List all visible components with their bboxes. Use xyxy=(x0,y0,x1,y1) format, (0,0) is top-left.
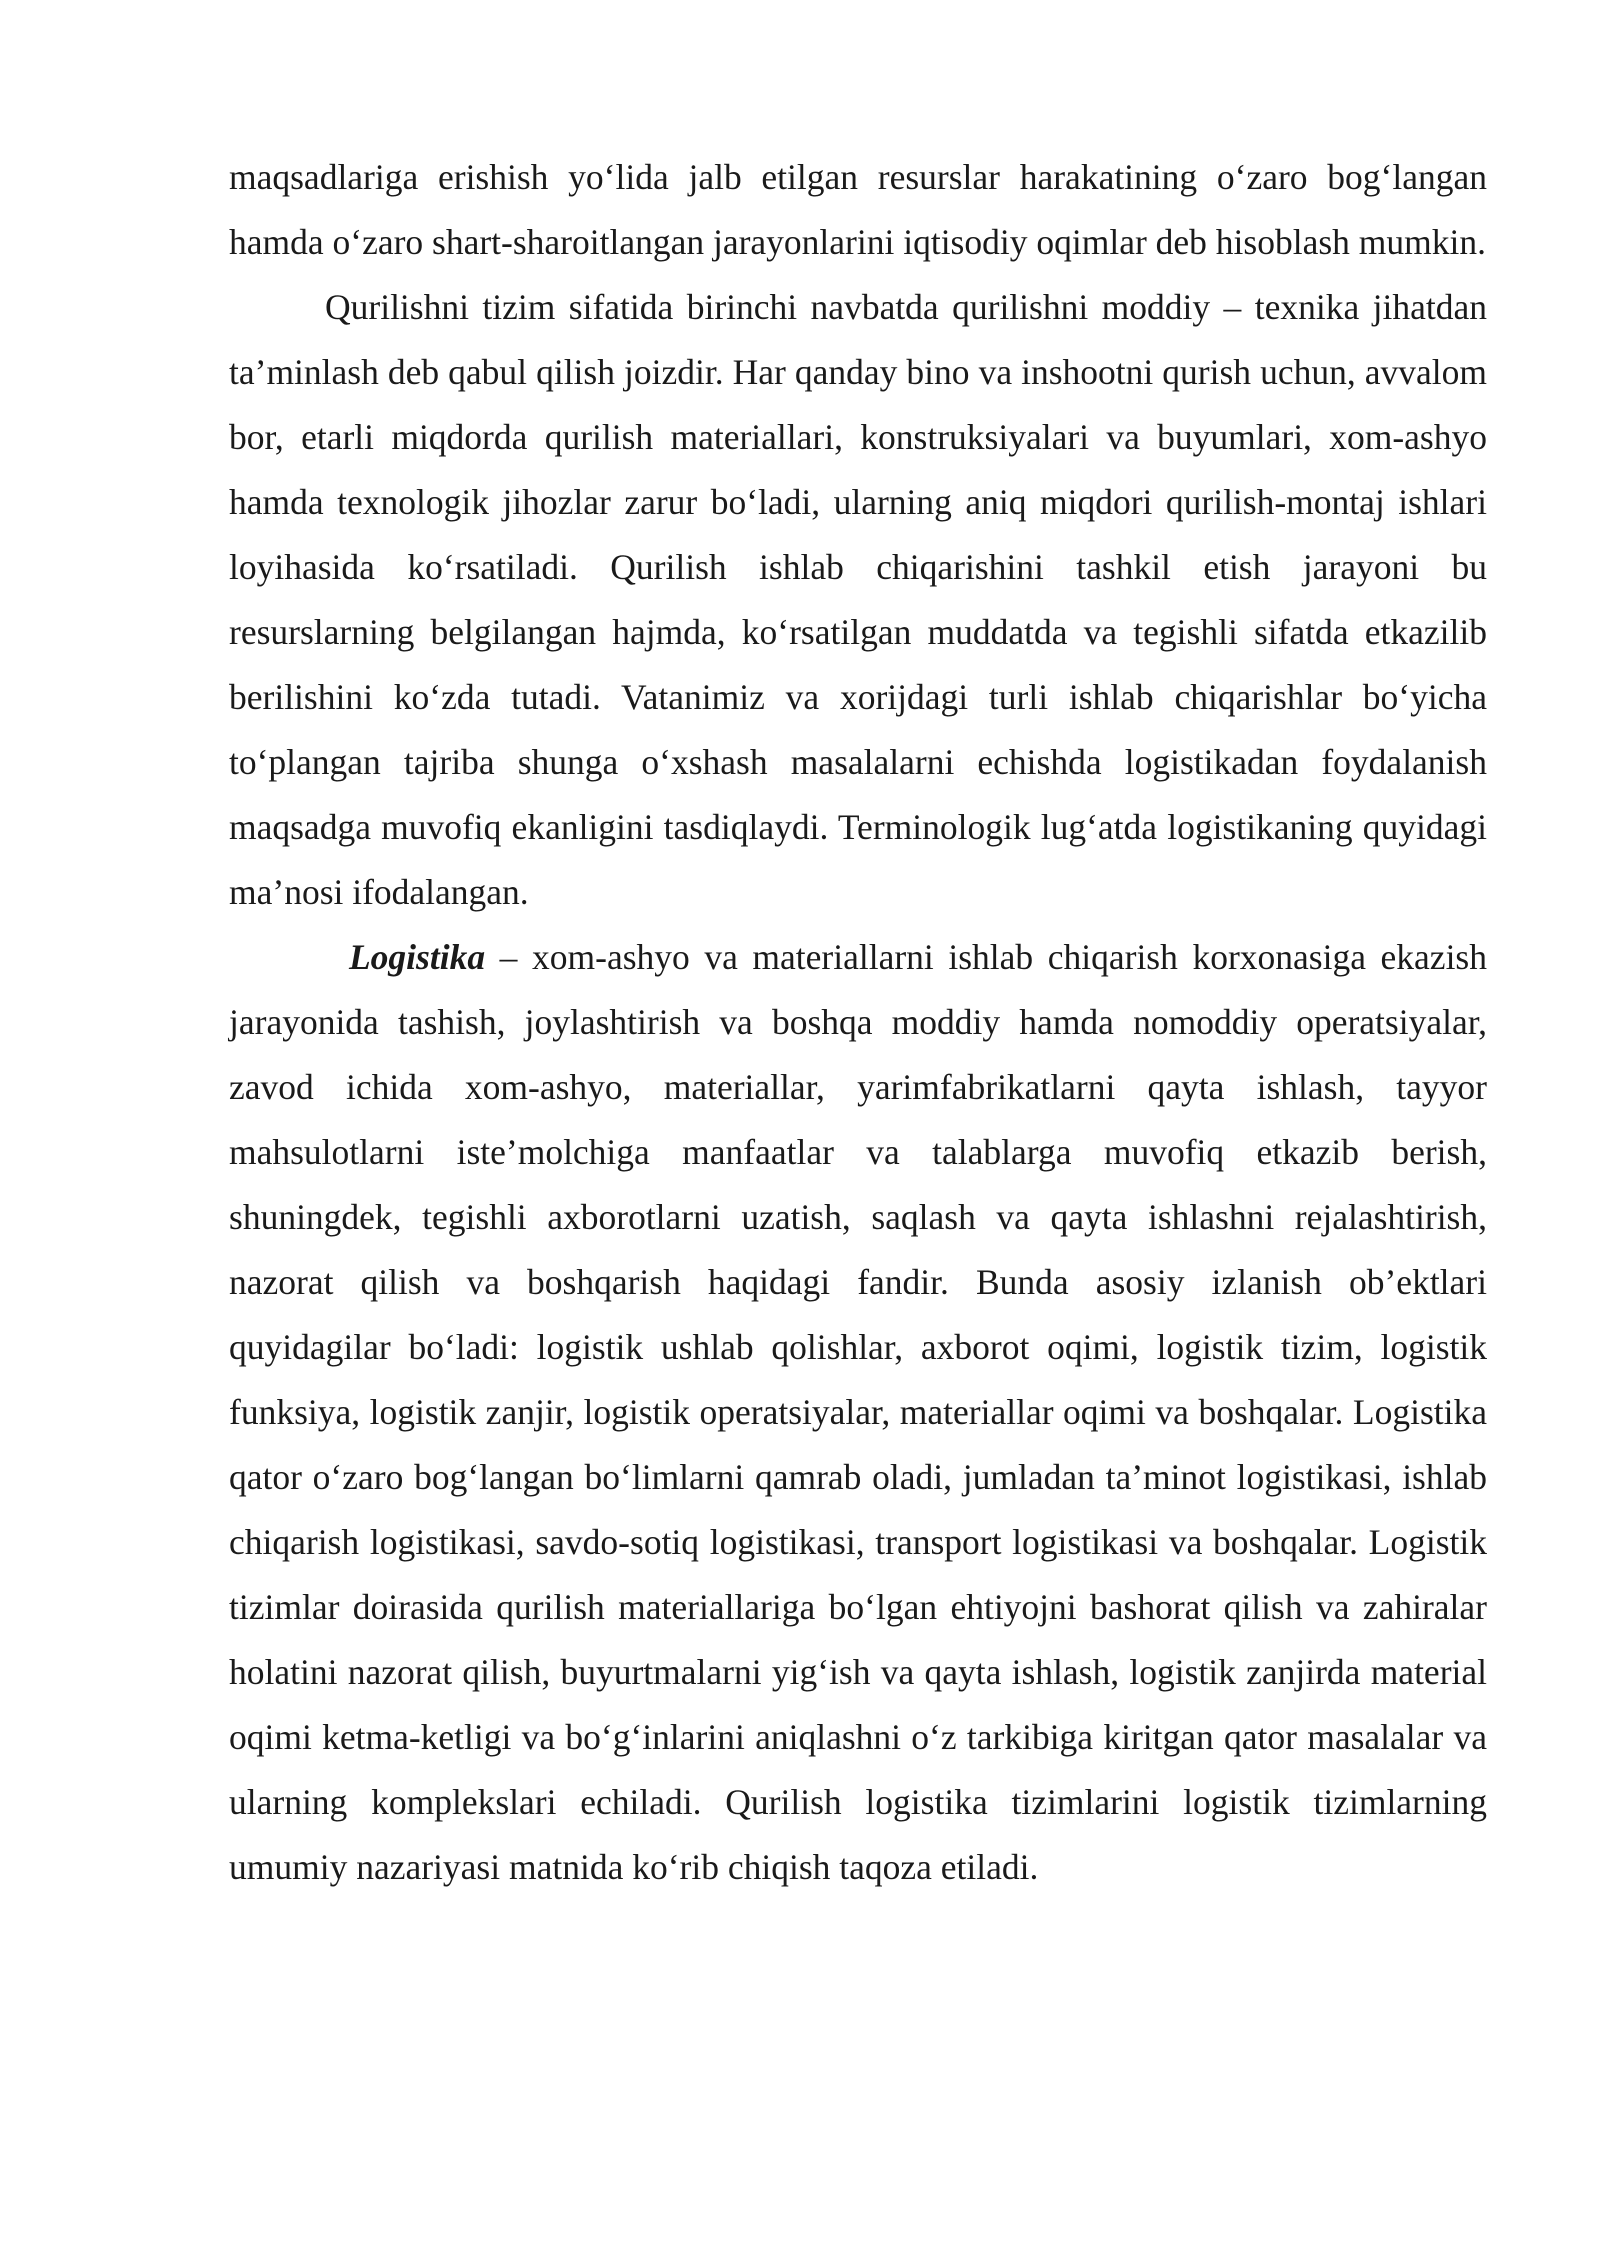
paragraph-text: Qurilishni tizim sifatida birinchi navbatda qurilishni moddiy – texnika jihatdan ta’minlash deb qabul qilish joizdir. Har qanday bino va inshootni qurish uchun, avvalom bor, etarli miqdorda qurilish materiallari, konstruksiyalari va buyumlari, xom-ashyo hamda texnologik jihozlar zarur bo‘ladi, ularning aniq miqdori qurilish-montaj ishlari loyihasida ko‘rsatiladi. Qurilish ishlab chiqarishini tashkil etish jarayoni bu resurslarning belgilangan hajmda, ko‘rsatilgan muddatda va tegishli sifatda etkazilib berilishini ko‘zda tutadi. Vatanimiz va xorijdagi turli ishlab chiqarishlar bo‘yicha to‘plangan tajriba shunga o‘xshash masalalarni echishda logistikadan foydalanish maqsadga muvofiq ekanligini tasdiqlaydi. Terminologik lug‘atda logistikaning quyidagi ma’nosi ifodalangan. xyxy=(229,287,1487,912)
paragraph-text: maqsadlariga erishish yo‘lida jalb etilgan resurslar harakatining o‘zaro bog‘langan hamda o‘zaro shart-sharoitlangan jarayonlarini iqtisodiy oqimlar deb hisoblash mumkin. xyxy=(229,157,1487,262)
defined-term: Logistika xyxy=(349,937,486,977)
document-page xyxy=(229,145,1487,1900)
paragraph-logistics-definition xyxy=(229,925,1487,1900)
paragraph-text: – xom-ashyo va materiallarni ishlab chiqarish korxonasiga ekazish jarayonida tashish, joylashtirish va boshqa moddiy hamda nomoddiy operatsiyalar, zavod ichida xom-ashyo, materiallar, yarimfabrikatlarni qayta ishlash, tayyor mahsulotlarni iste’molchiga manfaatlar va talablarga muvofiq etkazib berish, shuningdek, tegishli axborotlarni uzatish, saqlash va qayta ishlashni rejalashtirish, nazorat qilish va boshqarish haqidagi fandir. Bunda asosiy izlanish ob’ektlari quyidagilar bo‘ladi: logistik ushlab qolishlar, axborot oqimi, logistik tizim, logistik funksiya, logistik zanjir, logistik operatsiyalar, materiallar oqimi va boshqalar. Logistika qator o‘zaro bog‘langan bo‘limlarni qamrab oladi, jumladan ta’minot logistikasi, ishlab chiqarish logistikasi, savdo-sotiq logistikasi, transport logistikasi va boshqalar. Logistik tizimlar doirasida qurilish materiallariga bo‘lgan ehtiyojni bashorat qilish va zahiralar holatini nazorat qilish, buyurtmalarni yig‘ish va qayta ishlash, logistik zanjirda material oqimi ketma-ketligi va bo‘g‘inlarini aniqlashni o‘z tarkibiga kiritgan qator masalalar va ularning komplekslari echiladi. Qurilish logistika tizimlarini logistik tizimlarning umumiy nazariyasi matnida ko‘rib chiqish taqoza etiladi. xyxy=(229,937,1487,1887)
paragraph-continuation xyxy=(229,145,1487,275)
paragraph-construction-supply xyxy=(229,275,1487,925)
